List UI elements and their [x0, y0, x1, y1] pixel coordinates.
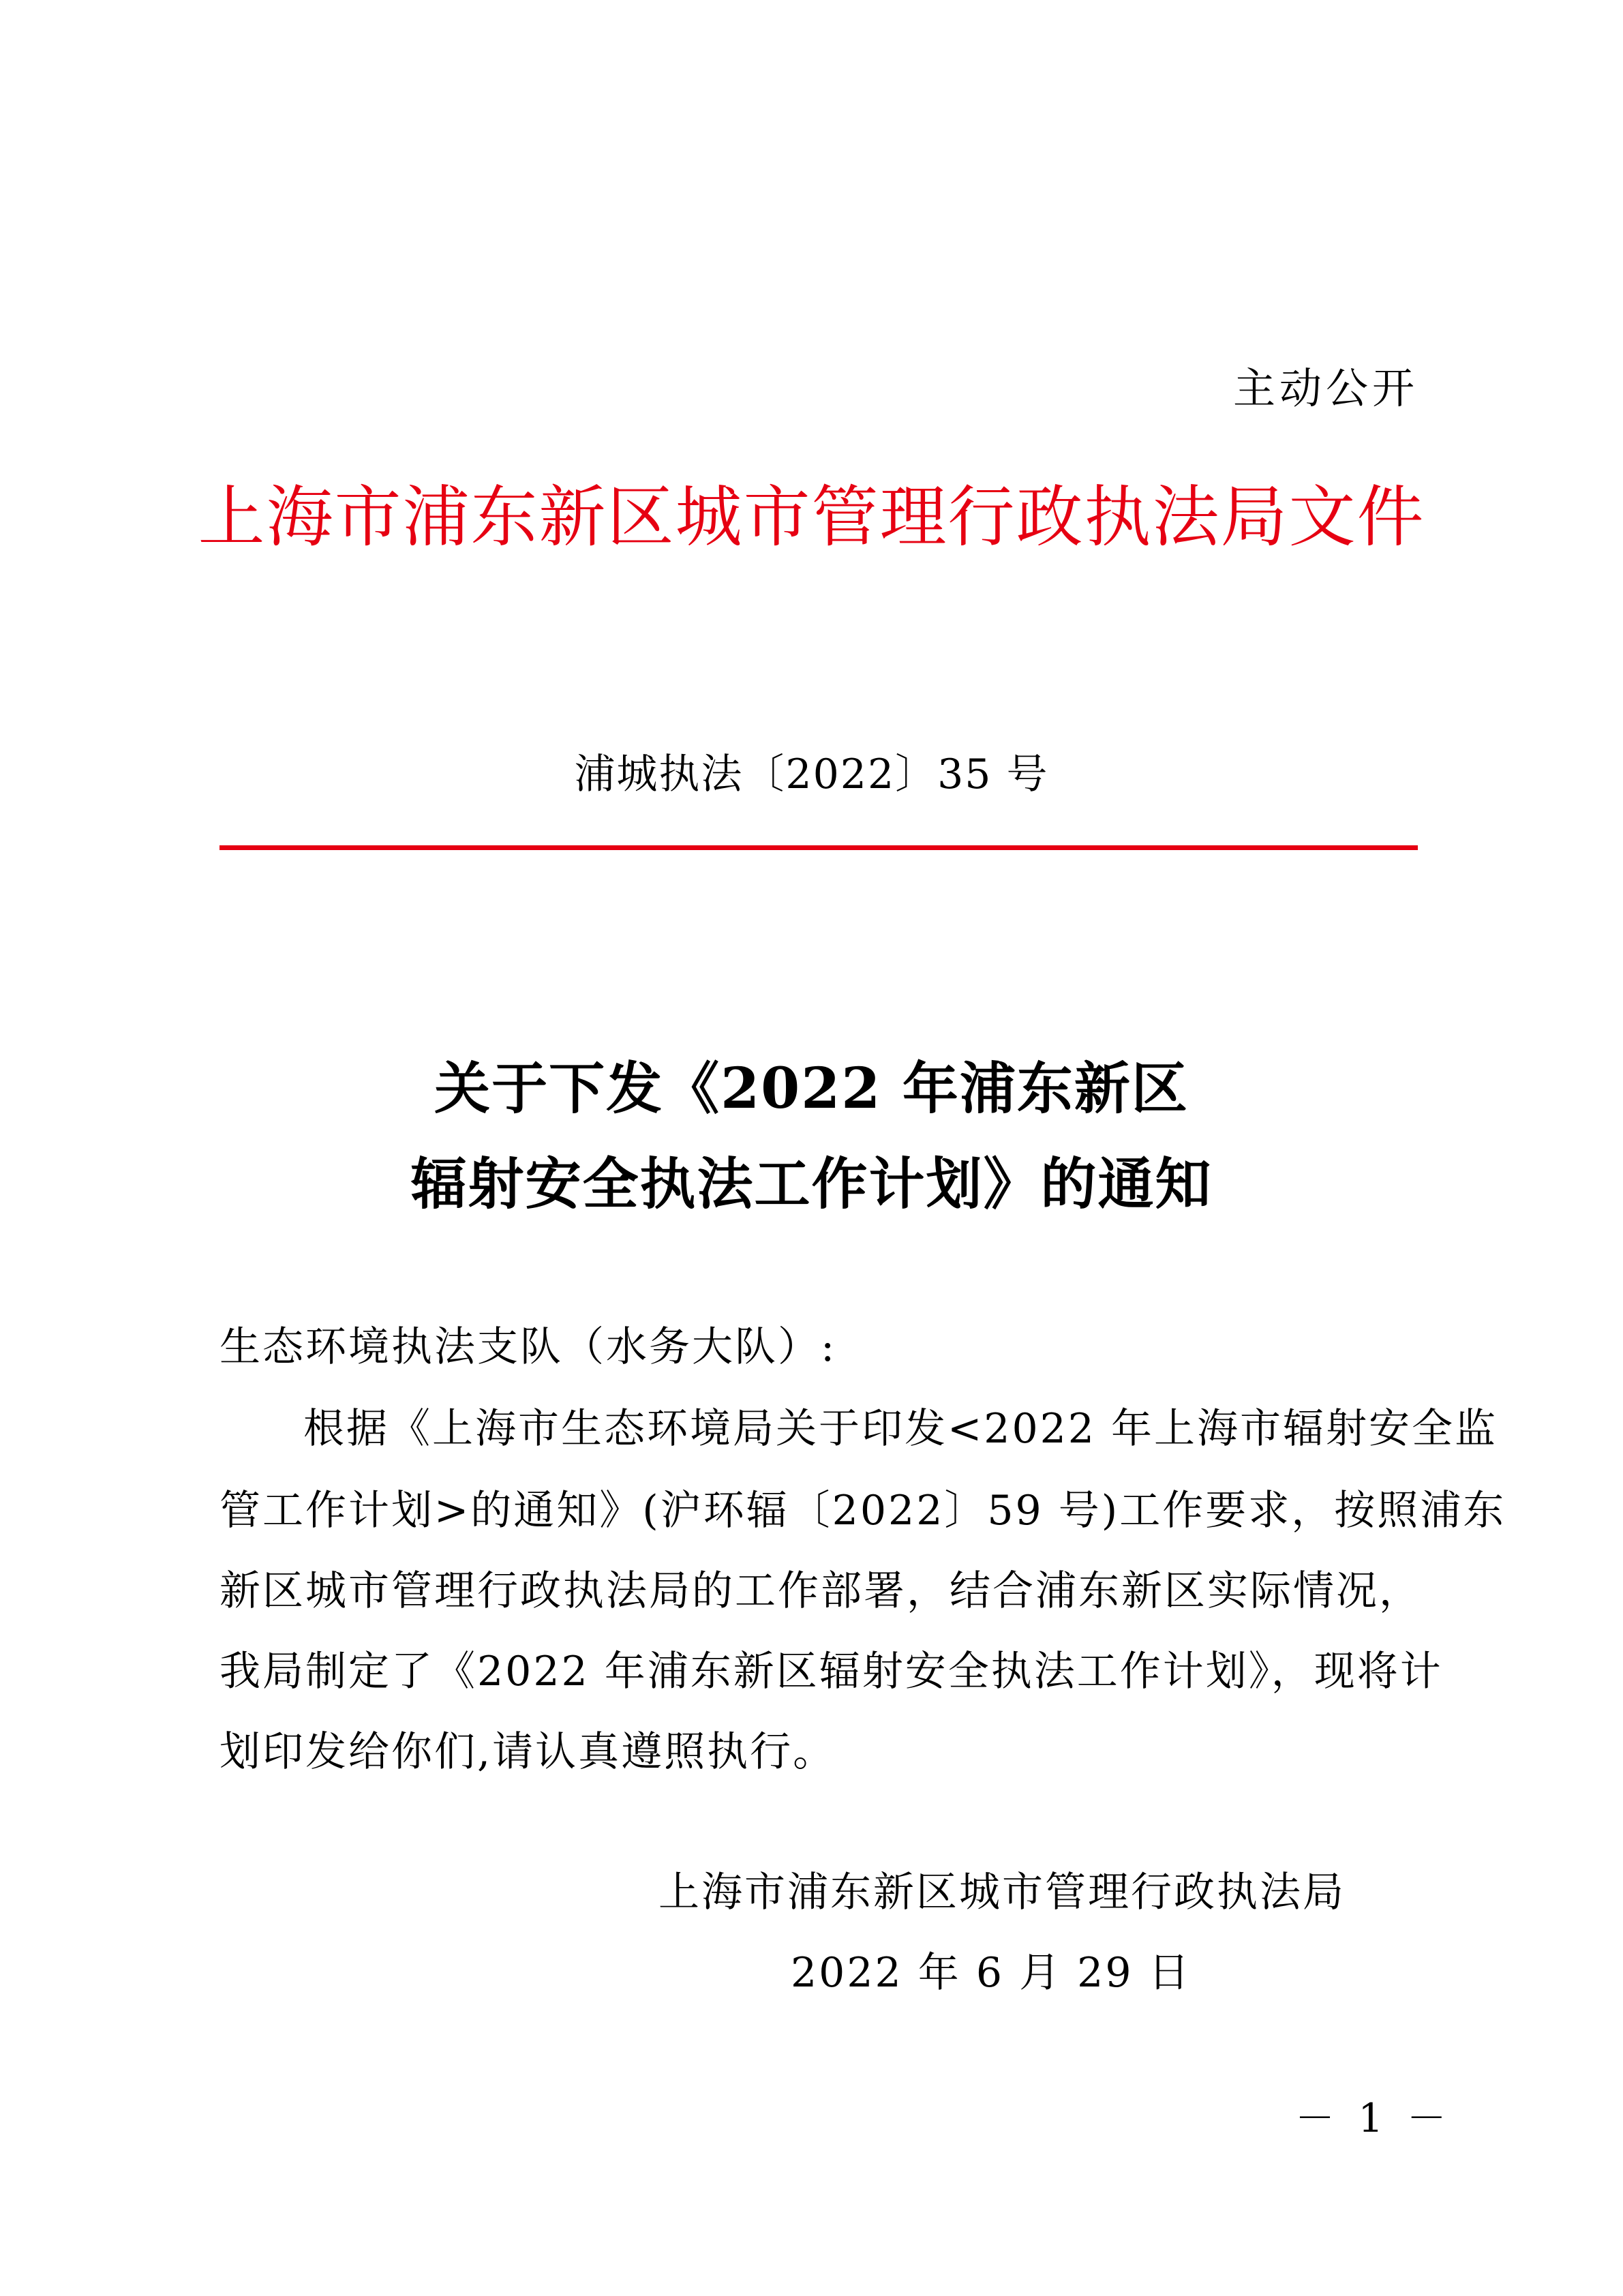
disclosure-label: 主动公开: [1232, 363, 1419, 413]
body-paragraph-line: 管工作计划>的通知》(沪环辐〔2022〕59 号)工作要求，按照浦东: [219, 1487, 1506, 1535]
red-divider-rule: [219, 845, 1418, 850]
body-paragraph-line: 划印发给你们,请认真遵照执行。: [219, 1728, 836, 1776]
document-number: 浦城执法〔2022〕35 号: [574, 751, 1049, 798]
signature-issuer: 上海市浦东新区城市管理行政执法局: [658, 1869, 1346, 1916]
signature-date: 2022 年 6 月 29 日: [791, 1949, 1192, 1997]
issuer-header: 上海市浦东新区城市管理行政执法局文件: [198, 479, 1425, 556]
document-title-line-1: 关于下发《2022 年浦东新区: [434, 1056, 1189, 1121]
addressee: 生态环境执法支队（水务大队）:: [219, 1323, 837, 1371]
body-paragraph-line: 根据《上海市生态环境局关于印发<2022 年上海市辐射安全监: [303, 1405, 1498, 1453]
body-paragraph-line: 新区城市管理行政执法局的工作部署，结合浦东新区实际情况，: [219, 1567, 1422, 1615]
body-paragraph-line: 我局制定了《2022 年浦东新区辐射安全执法工作计划》，现将计: [219, 1648, 1443, 1695]
document-title-line-2: 辐射安全执法工作计划》的通知: [410, 1151, 1213, 1217]
page-number: － 1 －: [1295, 2095, 1452, 2141]
